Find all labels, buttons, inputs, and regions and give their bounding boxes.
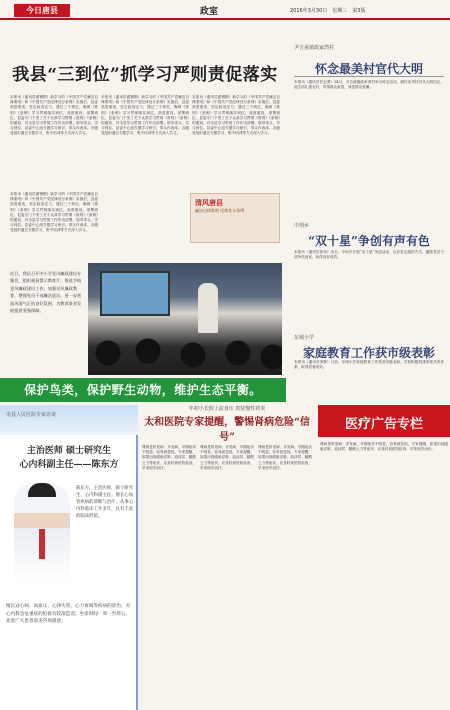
right-body-3: 本报讯（通讯员李静）日前，东城小学家庭教育工作受到市级表彰，学校积极构建家校共育体系，取得显著成效。 (294, 360, 444, 370)
medical-col-2: 肾病是常见病、多发病，早期症状不明显，容易被忽视。专家提醒，如果出现眼睑浮肿、泡沫尿、腰酸乏力等症状，应及时到医院检查，早发现早治疗。 (200, 445, 254, 470)
main-article-col-2: 本报讯（通讯员翟钢钢）新学习的《中国共产党廉洁自律准则》和《中国共产党纪律处分条例》实施后，县委高度重视，坚定政治定力，通过三个到位，确保《准则》《条例》学习贯彻落实到位。高度重视，部署到位。县委专门下发了关于认真学习贯彻《准则》《条例》的通知，对全县学习贯彻工作作出部署。领导带头，学习到位。县委中心组专题学习研讨，带头作表率。各级党组织通过专题学习、集中培训等方式深入学习。 (101, 95, 189, 136)
main-article-col-3: 本报讯（通讯员翟钢钢）新学习的《中国共产党廉洁自律准则》和《中国共产党纪律处分条例》实施后，县委高度重视，坚定政治定力，通过三个到位，确保《准则》《条例》学习贯彻落实到位。高度重视，部署到位。县委专门下发了关于认真学习贯彻《准则》《条例》的通知，对全县学习贯彻工作作出部署。领导带头，学习到位。县委中心组专题学习研讨，带头作表率。各级党组织通过专题学习、集中培训等方式深入学习。 (192, 95, 280, 136)
medical-article (142, 405, 312, 710)
panel-header: 市县人民医院专家访谈 (6, 412, 57, 418)
main-article-col-4: 本报讯（通讯员翟钢钢）新学习的《中国共产党廉洁自律准则》和《中国共产党纪律处分条例》实施后，县委高度重视，坚定政治定力，通过三个到位，确保《准则》《条例》学习贯彻落实到位。高度重视，部署到位。县委专门下发了关于认真学习贯彻《准则》《条例》的通知，对全县学习贯彻工作作出部署。领导带头，学习到位。县委中心组专题学习研讨，带头作表率。各级党组织通过专题学习、集中培训等方式深入学习。 (10, 192, 98, 233)
medical-col-3: 肾病是常见病、多发病，早期症状不明显，容易被忽视。专家提醒，如果出现眼睑浮肿、泡沫尿、腰酸乏力等症状，应及时到医院检查，早发现早治疗。 (258, 445, 312, 470)
right-body-1: 本报讯（通讯员任志勇）24日，尹吉甫镇政家湾村举办悼念活动，缅怀优秀村官代大明同志，他生前扎根农村，带领群众致富，深受群众爱戴。 (294, 80, 444, 90)
advert-title: 清风唐县 (195, 199, 223, 207)
right-title-1: 怀念最美村官代大明 (314, 62, 423, 76)
divider (294, 76, 444, 77)
advert-box (190, 193, 280, 243)
advert-subtitle: 廉洁自律准则 纪律处分条例 (195, 208, 245, 213)
medical-ad-header (318, 405, 450, 437)
classroom-photo (88, 263, 282, 375)
masthead (0, 0, 450, 20)
right-title-3: 家庭教育工作获市级表彰 (302, 346, 435, 360)
issue-date: 2016年3月30日 星期三 第3版 (290, 8, 366, 14)
main-headline: 我县“三到位”抓学习严则责促落实 (12, 65, 278, 85)
main-article-col-1: 本报讯（通讯员翟钢钢）新学习的《中国共产党廉洁自律准则》和《中国共产党纪律处分条例》实施后，县委高度重视，坚定政治定力，通过三个到位，确保《准则》《条例》学习贯彻落实到位。高度重视，部署到位。县委专门下发了关于认真学习贯彻《准则》《条例》的通知，对全县学习贯彻工作作出部署。领导带头，学习到位。县委中心组专题学习研讨，带头作表率。各级党组织通过专题学习、集中培训等方式深入学习。 (10, 95, 98, 136)
right-kicker-2: 中坝乡 (294, 223, 310, 229)
medical-ad-body: 肾病是常见病、多发病，早期症状不明显，容易被忽视。专家提醒，如果出现眼睑浮肿、泡沫尿、腰酸乏力等症状，应及时到医院检查，早发现早治疗。 (320, 442, 448, 452)
right-body-2: 本报讯（通讯员张伟）近日，中坝乡开展“双十星”争创活动，以评星定级的方式，激励党员干部争先创优，取得良好成效。 (294, 250, 444, 260)
medical-headline: 太和医院专家提醒，警惕肾病危险“信号” (144, 417, 310, 443)
medical-col-1: 肾病是常见病、多发病，早期症状不明显，容易被忽视。专家提醒，如果出现眼睑浮肿、泡沫尿、腰酸乏力等症状，应及时到医院检查，早发现早治疗。 (142, 445, 196, 470)
medical-kicker: 年初小长假上流食压 贵装慢性肾炎 (188, 406, 266, 412)
right-kicker-1: 尹吉甫镇政家湾村 (294, 45, 335, 51)
doctor-photo (14, 483, 70, 583)
photo-caption: 近日，我县召开中小学党风廉政建设专题会，组织观看警示教育片，推进学校党风廉政建设工作，加强党风廉政教育，增强党员干部廉洁意识，进一步营造风清气正的良好氛围，为教育事业发展提供坚强保障。 (10, 271, 82, 314)
audience-heads (88, 333, 282, 375)
medical-ad-label: 医疗广告专栏 (344, 417, 423, 432)
teacher-figure (198, 283, 218, 333)
doctor-hair (28, 483, 56, 497)
doctor-interview-panel (0, 405, 138, 710)
eco-banner: 保护鸟类，保护野生动物，维护生态平衡。 (0, 378, 286, 402)
right-column (290, 22, 448, 402)
newspaper-logo: 今日唐县 (14, 4, 70, 17)
right-kicker-3: 东城小学 (294, 335, 315, 341)
doctor-bio: 陈东方，主治医师，硕士研究生，心内科副主任。擅长心血管疾病的诊断与治疗，从事心内科临床工作多年，具有丰富的临床经验。 (76, 486, 134, 519)
right-title-2: “双十星”争创有声有色 (308, 234, 430, 248)
projector-screen (100, 271, 170, 316)
doctor-title-line-2: 心内科副主任——陈东方 (19, 460, 119, 470)
panel-header-bg (0, 405, 138, 435)
section-label: 政室 (200, 7, 219, 17)
doctor-tie (39, 529, 45, 559)
doctor-title-line-1: 主治医师 硕士研究生 (26, 446, 112, 456)
doctor-description: 擅长冠心病、高血压、心律失常、心力衰竭等疾病的诊治，对心内科急危重症的抢救有较深造诣。坐诊时间：周一至周五，欢迎广大患者前来咨询就诊。 (6, 604, 131, 625)
